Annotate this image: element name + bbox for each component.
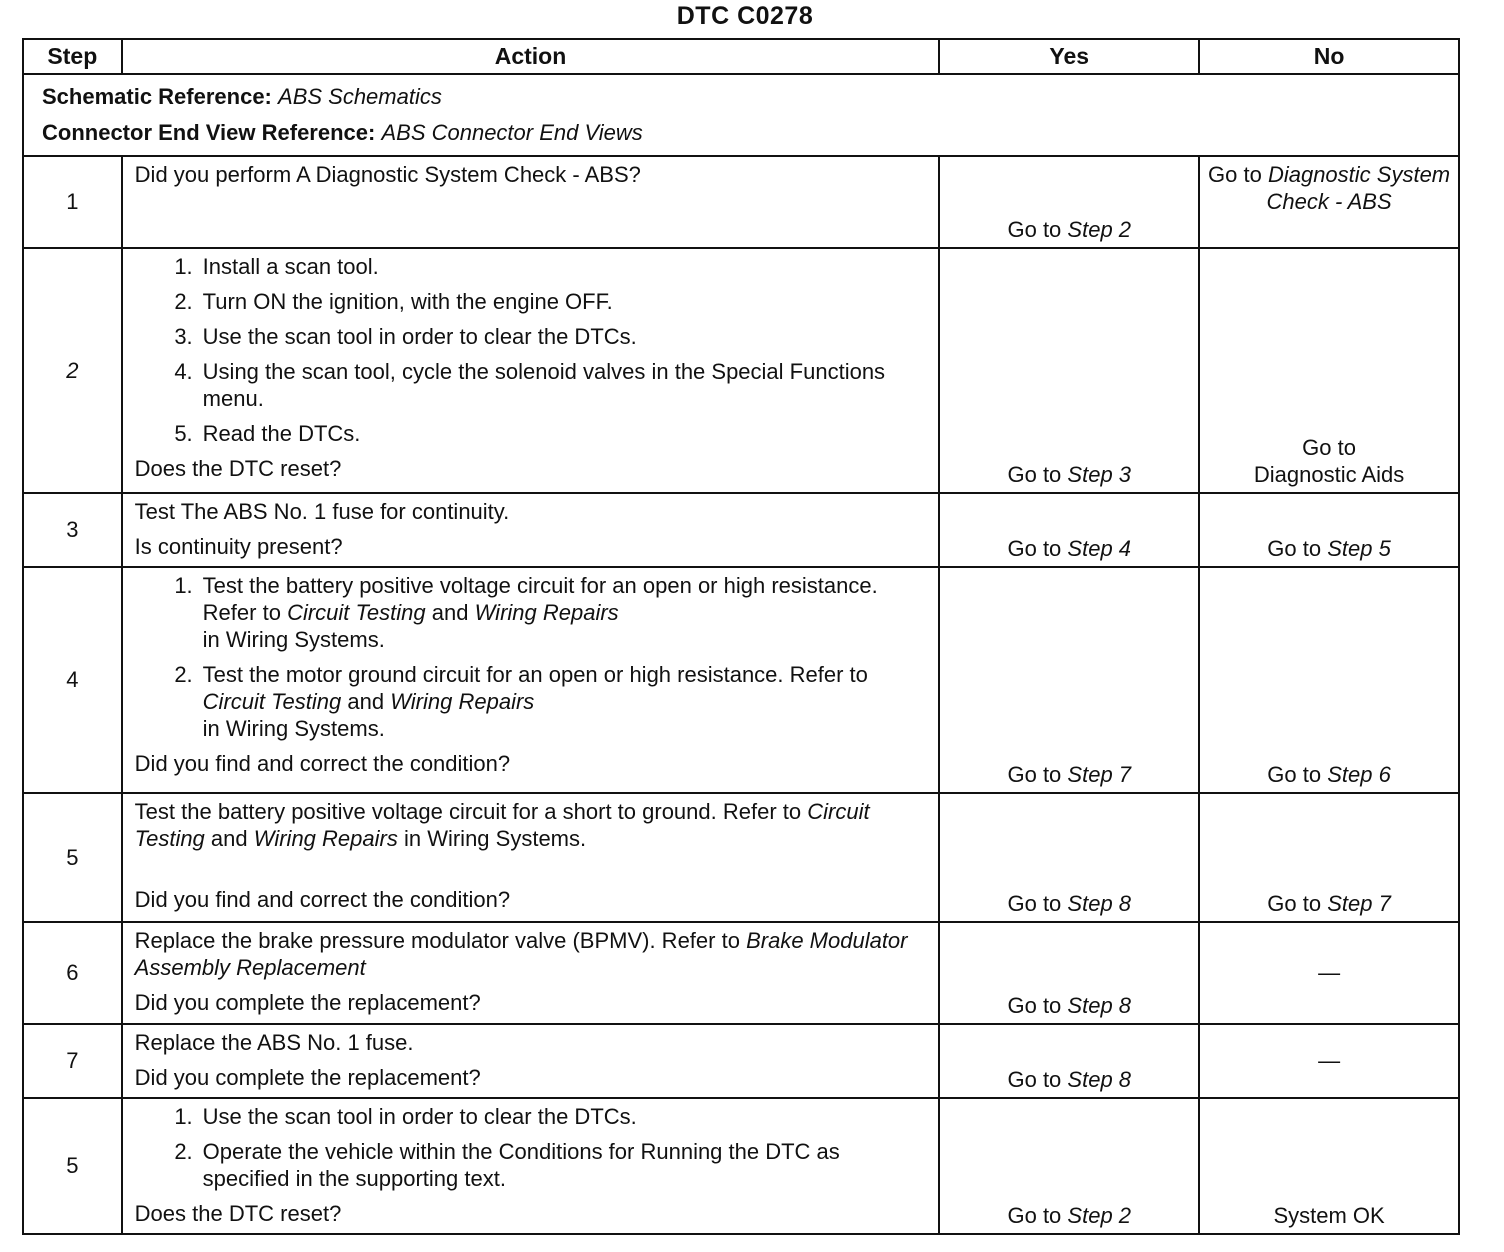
yes-result[interactable] xyxy=(940,461,1198,488)
diagnostic-system-check-link[interactable]: Diagnostic System Check - ABS xyxy=(1266,162,1451,214)
header-yes: Yes xyxy=(939,39,1199,74)
list-item: 1. Test the battery positive voltage circuit for an open or high resistance. Refer to Circuit Testing and Wiring Repairs in Wiring Systems. xyxy=(135,572,927,653)
go-to-label: Go to xyxy=(1007,462,1062,487)
go-to-label: Go to xyxy=(1007,1203,1062,1228)
action-cell xyxy=(122,793,940,922)
wiring-repairs-link[interactable]: Wiring Repairs xyxy=(253,826,398,851)
list-item: 4. Using the scan tool, cycle the solenoid valves in the Special Functions menu. xyxy=(135,358,927,412)
wiring-repairs-link[interactable]: Wiring Repairs xyxy=(474,600,619,625)
table-row xyxy=(23,1098,1459,1234)
yes-result[interactable] xyxy=(940,216,1198,243)
action-question: Did you complete the replacement? xyxy=(134,1065,481,1090)
circuit-testing-link[interactable]: Circuit Testing xyxy=(134,799,870,851)
action-cell xyxy=(122,1098,940,1234)
page-title: DTC C0278 xyxy=(676,2,814,30)
diagnostic-aids-link[interactable]: Diagnostic Aids xyxy=(1253,462,1405,487)
list-item-text: Test the motor ground circuit for an open or high resistance. Refer to Circuit Testing and Wiring Repairs in Wiring Systems. xyxy=(202,662,868,741)
yes-result[interactable] xyxy=(940,761,1198,788)
action-question: Did you complete the replacement? xyxy=(134,990,481,1015)
table-row xyxy=(23,248,1459,493)
action-question: Does the DTC reset? xyxy=(134,456,342,481)
yes-cell xyxy=(939,248,1199,493)
header-step: Step xyxy=(23,39,122,74)
action-cell xyxy=(122,1024,940,1098)
reference-row xyxy=(23,74,1459,156)
no-result[interactable] xyxy=(1200,157,1458,215)
yes-cell xyxy=(939,793,1199,922)
no-result-dash: — xyxy=(1318,960,1341,985)
action-question: Does the DTC reset? xyxy=(134,1201,342,1226)
yes-result[interactable] xyxy=(940,890,1198,917)
action-cell xyxy=(122,248,940,493)
action-question: Is continuity present? xyxy=(134,534,343,559)
go-to-label: Go to xyxy=(1208,162,1262,187)
yes-cell xyxy=(939,493,1199,567)
yes-cell xyxy=(939,156,1199,248)
schematic-reference-link[interactable]: ABS Schematics xyxy=(278,84,442,109)
yes-cell xyxy=(939,1098,1199,1234)
go-to-label: Go to xyxy=(1007,536,1062,561)
action-text: Replace the ABS No. 1 fuse. xyxy=(134,1030,414,1055)
go-to-label: Go to xyxy=(1007,993,1062,1018)
action-list xyxy=(135,253,927,447)
action-cell xyxy=(122,493,940,567)
go-to-label: Go to xyxy=(1302,435,1356,460)
step-link[interactable]: Step 7 xyxy=(1067,762,1132,787)
action-cell xyxy=(122,922,940,1024)
header-action: Action xyxy=(122,39,940,74)
go-to-label: Go to xyxy=(1267,762,1322,787)
step-link[interactable]: Step 8 xyxy=(1067,891,1132,916)
header-row xyxy=(23,39,1459,74)
brake-modulator-replacement-link[interactable]: Brake Modulator Assembly Replacement xyxy=(134,928,908,980)
no-cell xyxy=(1199,922,1459,1024)
circuit-testing-link[interactable]: Circuit Testing xyxy=(287,600,426,625)
connector-reference xyxy=(42,115,1440,151)
action-question: Did you find and correct the condition? xyxy=(134,751,511,776)
step-number-text: 2 xyxy=(66,357,79,383)
list-item: 3. Use the scan tool in order to clear the DTCs. xyxy=(135,323,927,350)
action-cell xyxy=(122,156,940,248)
table-row xyxy=(23,793,1459,922)
go-to-label: Go to xyxy=(1007,762,1062,787)
reference-cell xyxy=(23,74,1459,156)
list-item-text: Use the scan tool in order to clear the DTCs. xyxy=(202,324,637,349)
go-to-label: Go to xyxy=(1007,891,1062,916)
no-result[interactable] xyxy=(1200,890,1458,917)
no-cell xyxy=(1199,156,1459,248)
step-number: 5 xyxy=(23,793,122,922)
list-item: 1. Use the scan tool in order to clear the DTCs. xyxy=(135,1103,927,1130)
step-link[interactable]: Step 2 xyxy=(1067,1203,1132,1228)
yes-result[interactable] xyxy=(940,992,1198,1019)
action-text: Test the battery positive voltage circuit for a short to ground. Refer to Circuit Testing and Wiring Repairs in Wiring Systems. xyxy=(134,799,870,851)
list-item: 2. Test the motor ground circuit for an open or high resistance. Refer to Circuit Testing and Wiring Repairs in Wiring Systems. xyxy=(135,661,927,742)
list-item: 2. Operate the vehicle within the Conditions for Running the DTC as specified in the supporting text. xyxy=(135,1138,927,1192)
schematic-reference-label: Schematic Reference: xyxy=(42,84,272,109)
no-cell xyxy=(1199,793,1459,922)
step-link[interactable]: Step 3 xyxy=(1067,462,1132,487)
go-to-label: Go to xyxy=(1267,536,1322,561)
step-number: 7 xyxy=(23,1024,122,1098)
no-cell xyxy=(1199,248,1459,493)
table-row xyxy=(23,493,1459,567)
step-number: 6 xyxy=(23,922,122,1024)
yes-result[interactable] xyxy=(940,1066,1198,1093)
list-item-text: Using the scan tool, cycle the solenoid valves in the Special Functions menu. xyxy=(202,359,886,411)
connector-reference-link[interactable]: ABS Connector End Views xyxy=(381,120,643,145)
step-number: 5 xyxy=(23,1098,122,1234)
yes-result[interactable] xyxy=(940,1202,1198,1229)
list-item-text: Read the DTCs. xyxy=(202,421,361,446)
circuit-testing-link[interactable]: Circuit Testing xyxy=(202,689,342,714)
wiring-repairs-link[interactable]: Wiring Repairs xyxy=(390,689,535,714)
table-row xyxy=(23,156,1459,248)
step-number xyxy=(23,248,122,493)
no-result[interactable] xyxy=(1200,761,1458,788)
no-result[interactable] xyxy=(1200,535,1458,562)
action-list xyxy=(135,572,927,742)
no-result-dash: — xyxy=(1318,1048,1341,1073)
step-link[interactable]: Step 6 xyxy=(1327,762,1391,787)
list-item-text: Use the scan tool in order to clear the DTCs. xyxy=(202,1104,637,1129)
action-list xyxy=(135,1103,927,1192)
list-item: 1. Install a scan tool. xyxy=(135,253,927,280)
go-to-label: Go to xyxy=(1007,1067,1062,1092)
go-to-label: Go to xyxy=(1267,891,1322,916)
step-link[interactable]: Step 4 xyxy=(1067,536,1132,561)
step-link[interactable]: Step 8 xyxy=(1067,1067,1132,1092)
step-number: 3 xyxy=(23,493,122,567)
yes-result[interactable] xyxy=(940,535,1198,562)
go-to-label: Go to xyxy=(1007,217,1062,242)
no-cell xyxy=(1199,1024,1459,1098)
step-number: 1 xyxy=(23,156,122,248)
no-cell xyxy=(1199,493,1459,567)
connector-reference-label: Connector End View Reference: xyxy=(42,120,376,145)
yes-cell xyxy=(939,1024,1199,1098)
step-link[interactable]: Step 2 xyxy=(1067,217,1132,242)
step-link[interactable]: Step 8 xyxy=(1067,993,1132,1018)
no-result[interactable] xyxy=(1200,434,1458,488)
action-text: Test The ABS No. 1 fuse for continuity. xyxy=(134,499,510,524)
diagnostic-table xyxy=(22,38,1460,1235)
list-item-text: Test the battery positive voltage circuit for an open or high resistance. Refer to Circuit Testing and Wiring Repairs in Wiring Systems. xyxy=(202,573,878,652)
yes-cell xyxy=(939,922,1199,1024)
no-cell xyxy=(1199,567,1459,793)
list-item: 5. Read the DTCs. xyxy=(135,420,927,447)
step-link[interactable]: Step 7 xyxy=(1327,891,1391,916)
action-question: Did you find and correct the condition? xyxy=(134,887,511,912)
schematic-reference xyxy=(42,79,1440,115)
step-number: 4 xyxy=(23,567,122,793)
action-cell xyxy=(122,567,940,793)
table-row xyxy=(23,922,1459,1024)
list-item-text: Turn ON the ignition, with the engine OFF. xyxy=(202,289,613,314)
step-link[interactable]: Step 5 xyxy=(1327,536,1391,561)
list-item-text: Operate the vehicle within the Conditions for Running the DTC as specified in the supporting text. xyxy=(202,1139,840,1191)
system-ok-result: System OK xyxy=(1273,1203,1385,1228)
list-item-text: Install a scan tool. xyxy=(202,254,379,279)
table-row xyxy=(23,567,1459,793)
action-text: Did you perform A Diagnostic System Check - ABS? xyxy=(134,162,641,187)
list-item: 2. Turn ON the ignition, with the engine OFF. xyxy=(135,288,927,315)
yes-cell xyxy=(939,567,1199,793)
header-no: No xyxy=(1199,39,1459,74)
no-cell xyxy=(1199,1098,1459,1234)
table-row xyxy=(23,1024,1459,1098)
action-text: Replace the brake pressure modulator valve (BPMV). Refer to Brake Modulator Assembly Replacement xyxy=(134,928,908,980)
